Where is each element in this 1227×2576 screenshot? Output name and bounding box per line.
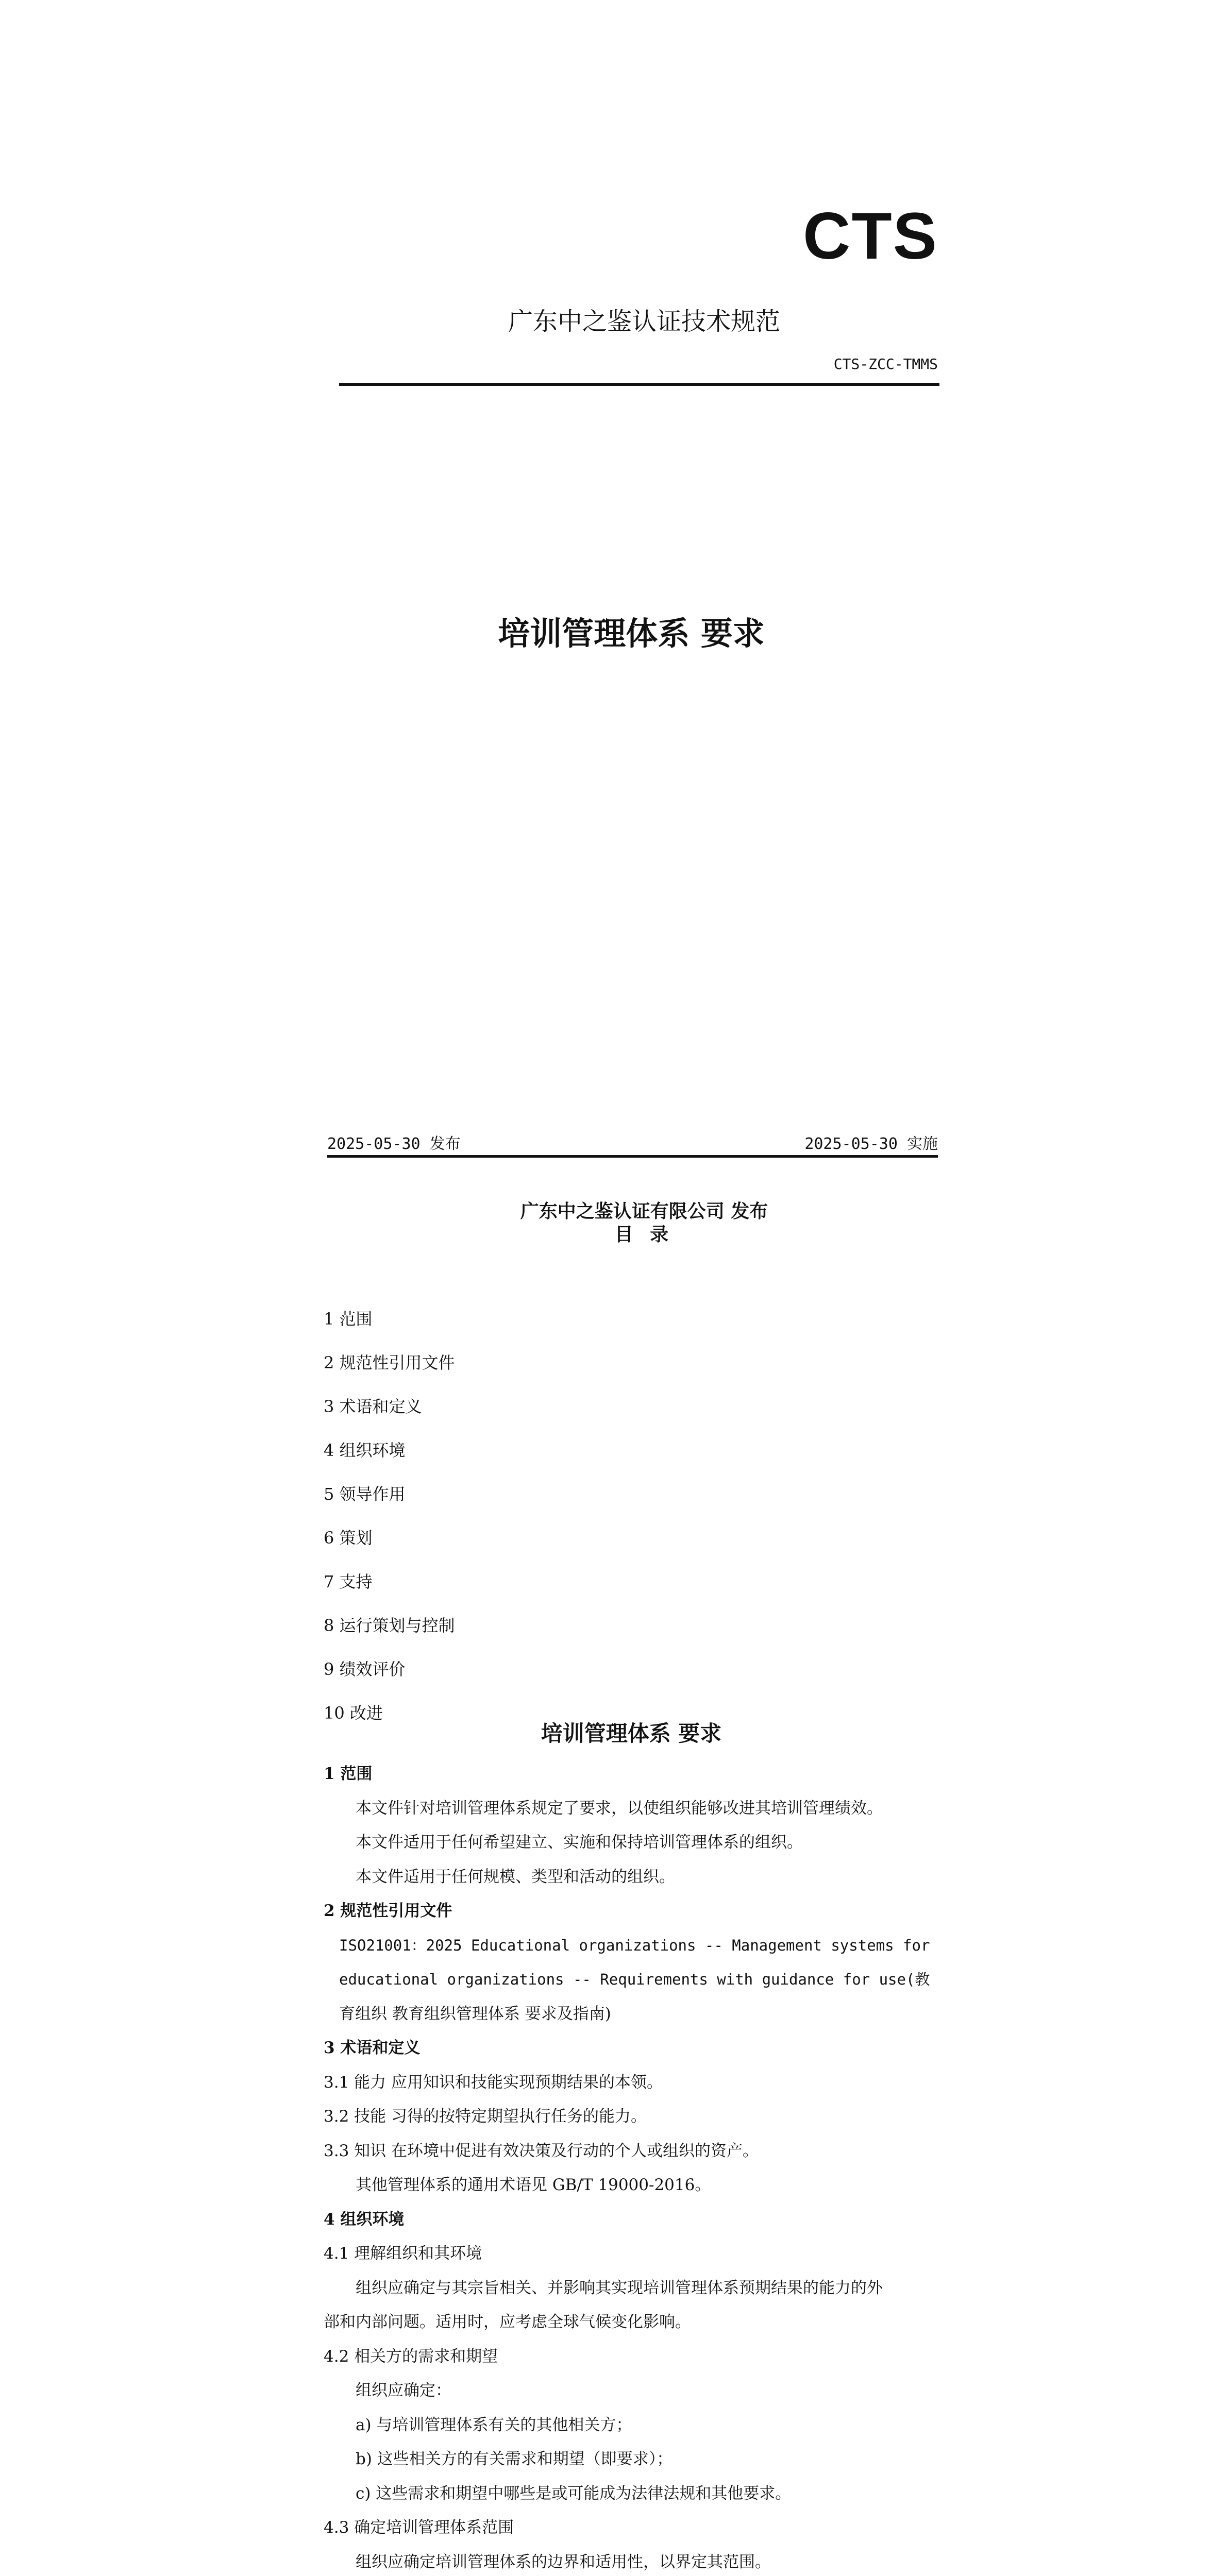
- toc-item[interactable]: 1 范围: [324, 1309, 373, 1329]
- list-item: b) 这些相关方的有关需求和期望（即要求）；: [356, 2450, 673, 2468]
- publish-date: 2025-05-30 发布: [327, 1135, 461, 1153]
- toc-item[interactable]: 4 组织环境: [324, 1440, 406, 1460]
- publisher-line: 广东中之鉴认证有限公司 发布: [520, 1200, 768, 1222]
- list-item: c) 这些需求和期望中哪些是或可能成为法律法规和其他要求。: [356, 2484, 792, 2503]
- subsection-heading: 4.2 相关方的需求和期望: [324, 2347, 498, 2366]
- cts-logo-mark: CTS: [803, 199, 938, 273]
- toc-item[interactable]: 2 规范性引用文件: [324, 1353, 455, 1372]
- toc-item[interactable]: 8 运行策划与控制: [324, 1616, 455, 1635]
- standard-code: CTS-ZCC-TMMS: [833, 355, 938, 372]
- paragraph-line: 本文件适用于任何希望建立、实施和保持培训管理体系的组织。: [356, 1833, 803, 1852]
- reference-line: educational organizations -- Requirements with guidance for use(教: [339, 1971, 930, 1988]
- toc-item[interactable]: 5 领导作用: [324, 1484, 406, 1504]
- toc-item[interactable]: 7 支持: [324, 1572, 373, 1591]
- body-section-title: 培训管理体系 要求: [541, 1721, 722, 1746]
- section-heading: 1 范围: [324, 1765, 373, 1783]
- reference-line: 育组织 教育组织管理体系 要求及指南): [339, 2004, 611, 2023]
- header-divider: [339, 383, 939, 386]
- paragraph-line: 组织应确定培训管理体系的边界和适用性，以界定其范围。: [356, 2552, 771, 2571]
- toc-item[interactable]: 10 改进: [324, 1703, 383, 1723]
- definition-line: 3.2 技能 习得的按特定期望执行任务的能力。: [324, 2107, 647, 2126]
- toc-title: 目 录: [614, 1224, 674, 1245]
- paragraph-line: 组织应确定：: [356, 2381, 451, 2400]
- subsection-heading: 4.1 理解组织和其环境: [324, 2244, 482, 2263]
- list-item: a) 与培训管理体系有关的其他相关方；: [356, 2415, 632, 2434]
- paragraph-line: 部和内部问题。适用时，应考虑全球气候变化影响。: [324, 2313, 691, 2331]
- section-heading: 4 组织环境: [324, 2210, 405, 2229]
- definition-line: 3.1 能力 应用知识和技能实现预期结果的本领。: [324, 2073, 663, 2092]
- toc-item[interactable]: 3 术语和定义: [324, 1397, 422, 1416]
- date-divider: [327, 1155, 938, 1158]
- document-body: [324, 1757, 942, 2576]
- reference-line: ISO21001：2025 Educational organizations -- Management systems for: [339, 1936, 930, 1954]
- implement-date: 2025-05-30 实施: [804, 1135, 938, 1153]
- subsection-heading: 4.3 确定培训管理体系范围: [324, 2518, 514, 2537]
- definition-line: 3.3 知识 在环境中促进有效决策及行动的个人或组织的资产。: [324, 2141, 759, 2160]
- paragraph-line: 本文件适用于任何规模、类型和活动的组织。: [356, 1867, 675, 1886]
- section-heading: 2 规范性引用文件: [324, 1902, 452, 1920]
- spec-organization-title: 广东中之鉴认证技术规范: [508, 307, 780, 336]
- section-heading: 3 术语和定义: [324, 2039, 421, 2057]
- document-title: 培训管理体系 要求: [498, 615, 765, 652]
- paragraph-line: 本文件针对培训管理体系规定了要求，以使组织能够改进其培训管理绩效。: [356, 1799, 883, 1818]
- table-of-contents: [324, 1309, 787, 1747]
- toc-item[interactable]: 6 策划: [324, 1528, 373, 1548]
- paragraph-line: 其他管理体系的通用术语见 GB/T 19000-2016。: [356, 2176, 711, 2194]
- toc-item[interactable]: 9 绩效评价: [324, 1659, 406, 1679]
- paragraph-line: 组织应确定与其宗旨相关、并影响其实现培训管理体系预期结果的能力的外: [356, 2278, 883, 2297]
